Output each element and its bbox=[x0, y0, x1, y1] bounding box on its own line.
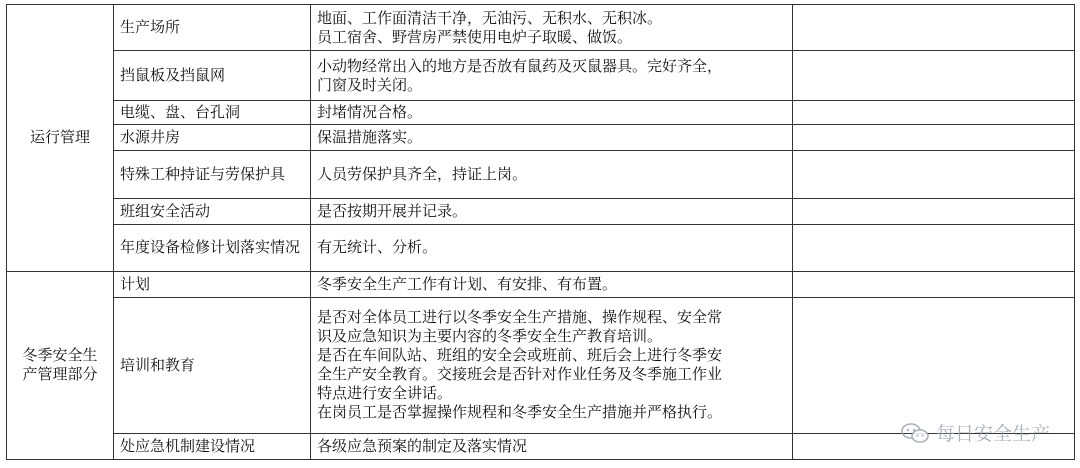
category-cell: 冬季安全生产管理部分 bbox=[7, 271, 114, 459]
inspection-table bbox=[6, 4, 1075, 460]
item-cell: 处应急机制建设情况 bbox=[114, 433, 311, 459]
requirement-cell: 各级应急预案的制定及落实情况 bbox=[311, 433, 793, 459]
item-cell: 年度设备检修计划落实情况 bbox=[114, 225, 311, 271]
table-row bbox=[7, 297, 1075, 433]
item-cell: 班组安全活动 bbox=[114, 199, 311, 225]
requirement-cell: 保温措施落实。 bbox=[311, 125, 793, 151]
item-cell: 水源井房 bbox=[114, 125, 311, 151]
item-cell: 电缆、盘、台孔洞 bbox=[114, 101, 311, 125]
table-row bbox=[7, 51, 1075, 101]
table-row bbox=[7, 271, 1075, 297]
table-row bbox=[7, 199, 1075, 225]
result-cell bbox=[793, 271, 1075, 297]
requirement-cell: 是否按期开展并记录。 bbox=[311, 199, 793, 225]
requirement-cell: 冬季安全生产工作有计划、有安排、有布置。 bbox=[311, 271, 793, 297]
watermark bbox=[900, 419, 1050, 446]
wechat-icon bbox=[900, 422, 930, 444]
result-cell bbox=[793, 199, 1075, 225]
watermark-text: 每日安全生产 bbox=[935, 423, 1050, 445]
requirement-cell: 小动物经常出入的地方是否放有鼠药及灭鼠器具。完好齐全， 门窗及时关闭。 bbox=[311, 51, 793, 101]
requirement-cell: 封堵情况合格。 bbox=[311, 101, 793, 125]
result-cell bbox=[793, 101, 1075, 125]
item-cell: 挡鼠板及挡鼠网 bbox=[114, 51, 311, 101]
requirement-cell: 是否对全体员工进行以冬季安全生产措施、操作规程、安全常 识及应急知识为主要内容的冬季安全生产教育培训。 是否在车间队站、班组的安全会或班前、班后会上进行冬季安 全生产安全教育。交接班会是否针对作业任务及冬季施工作业 特点进行安全讲话。 在岗员工是否掌握操作规程和冬季安全生产措施并严格执行。 bbox=[311, 297, 793, 433]
category-cell: 运行管理 bbox=[7, 5, 114, 272]
requirement-cell: 人员劳保护具齐全，持证上岗。 bbox=[311, 151, 793, 199]
result-cell bbox=[793, 297, 1075, 433]
item-cell: 特殊工种持证与劳保护具 bbox=[114, 151, 311, 199]
table-row bbox=[7, 225, 1075, 271]
requirement-cell: 地面、工作面清洁干净，无油污、无积水、无积冰。 员工宿舍、野营房严禁使用电炉子取暖、做饭。 bbox=[311, 5, 793, 51]
requirement-cell: 有无统计、分析。 bbox=[311, 225, 793, 271]
result-cell bbox=[793, 151, 1075, 199]
table-row bbox=[7, 101, 1075, 125]
result-cell bbox=[793, 51, 1075, 101]
result-cell bbox=[793, 5, 1075, 51]
table-row bbox=[7, 5, 1075, 51]
table-row bbox=[7, 151, 1075, 199]
item-cell: 生产场所 bbox=[114, 5, 311, 51]
item-cell: 计划 bbox=[114, 271, 311, 297]
item-cell: 培训和教育 bbox=[114, 297, 311, 433]
result-cell bbox=[793, 125, 1075, 151]
result-cell bbox=[793, 225, 1075, 271]
table-row bbox=[7, 125, 1075, 151]
